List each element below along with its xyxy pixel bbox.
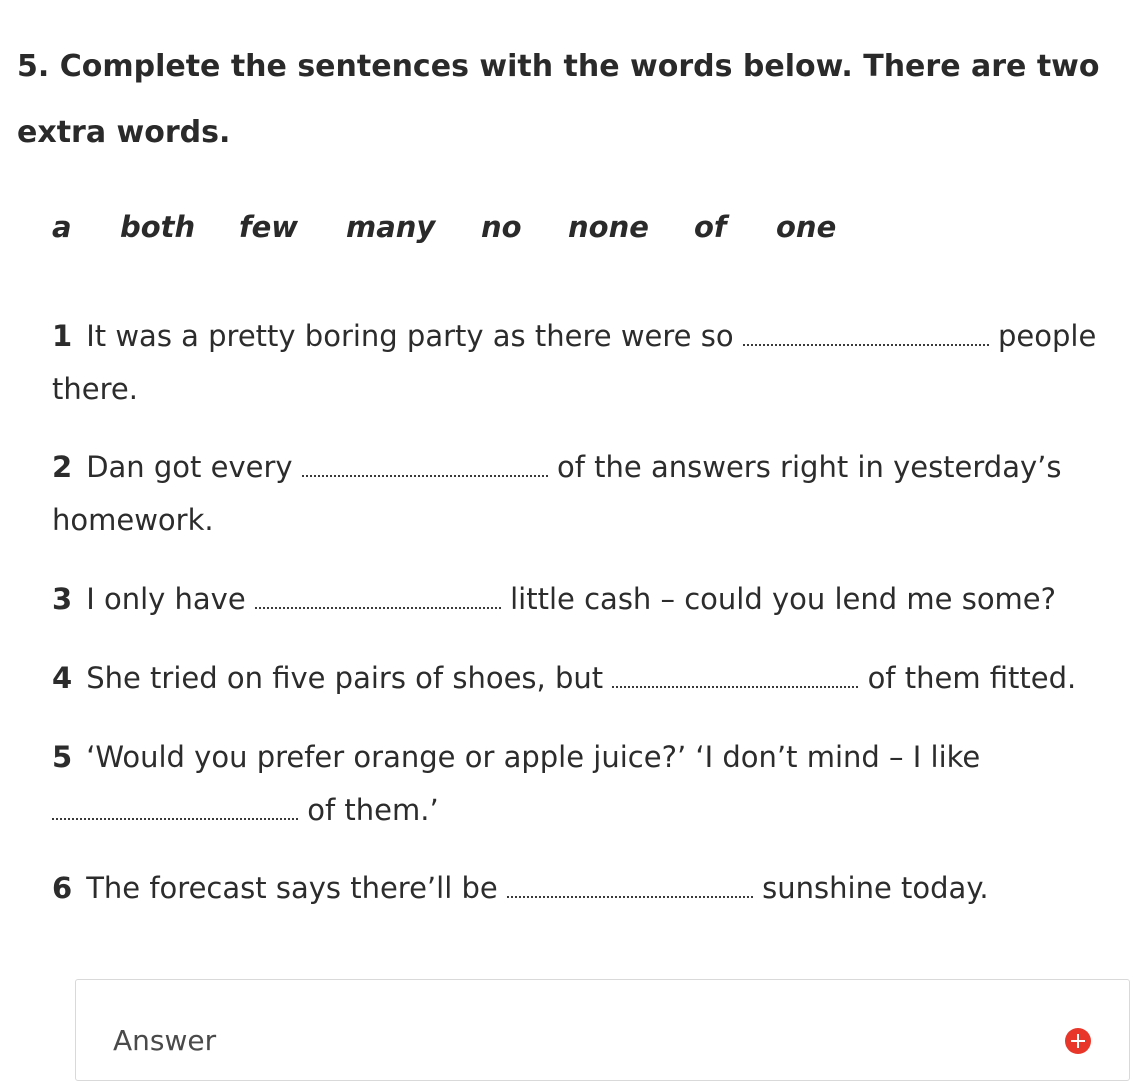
word-bank-item: few [239, 210, 299, 244]
sentence-4 [52, 652, 1132, 705]
sentence-text-before: She tried on five pairs of shoes, but [86, 661, 604, 695]
answer-label: Answer [113, 1024, 217, 1057]
exercise-title: 5. Complete the sentences with the words below. There are two extra words. [17, 49, 1100, 150]
sentence-text-after: sunshine today. [762, 871, 989, 905]
sentence-text-after: little cash – could you lend me some? [510, 582, 1057, 616]
answer-blank [507, 874, 753, 898]
sentence-number: 3 [52, 582, 73, 616]
answer-blank [743, 322, 989, 346]
sentence-text-before: The forecast says there’ll be [86, 871, 498, 905]
word-bank-item: a [52, 210, 72, 244]
sentence-5 [52, 731, 1132, 837]
sentence-number: 2 [52, 450, 73, 484]
answer-panel[interactable] [75, 979, 1130, 1081]
answer-blank [52, 796, 298, 820]
word-bank-item: no [481, 210, 522, 244]
sentence-1 [52, 310, 1132, 416]
sentence-text-before: It was a pretty boring party as there were so [86, 319, 734, 353]
answer-blank [255, 585, 501, 609]
sentence-text-before: ‘Would you prefer orange or apple juice?’ ‘I don’t mind – I like [86, 740, 981, 774]
answer-blank [612, 664, 858, 688]
sentence-3 [52, 573, 1132, 626]
sentence-number: 4 [52, 661, 73, 695]
word-bank-item: many [346, 210, 436, 244]
word-bank-item: of [694, 210, 727, 244]
answer-blank [302, 453, 548, 477]
plus-circle-icon[interactable] [1065, 1028, 1091, 1054]
sentence-number: 5 [52, 740, 73, 774]
word-bank-item: one [776, 210, 837, 244]
sentence-2 [52, 441, 1132, 547]
sentence-6 [52, 862, 1132, 915]
sentence-text-before: I only have [86, 582, 246, 616]
sentence-text-after: of them fitted. [867, 661, 1077, 695]
sentence-text-after: of them.’ [307, 793, 439, 827]
sentence-text-after: people there. [52, 319, 1097, 406]
word-bank-item: none [568, 210, 649, 244]
sentence-text-after: of the answers right in yesterday’s homework. [52, 450, 1062, 537]
sentence-text-before: Dan got every [86, 450, 293, 484]
sentence-number: 6 [52, 871, 73, 905]
word-bank-item: both [120, 210, 196, 244]
sentence-number: 1 [52, 319, 73, 353]
